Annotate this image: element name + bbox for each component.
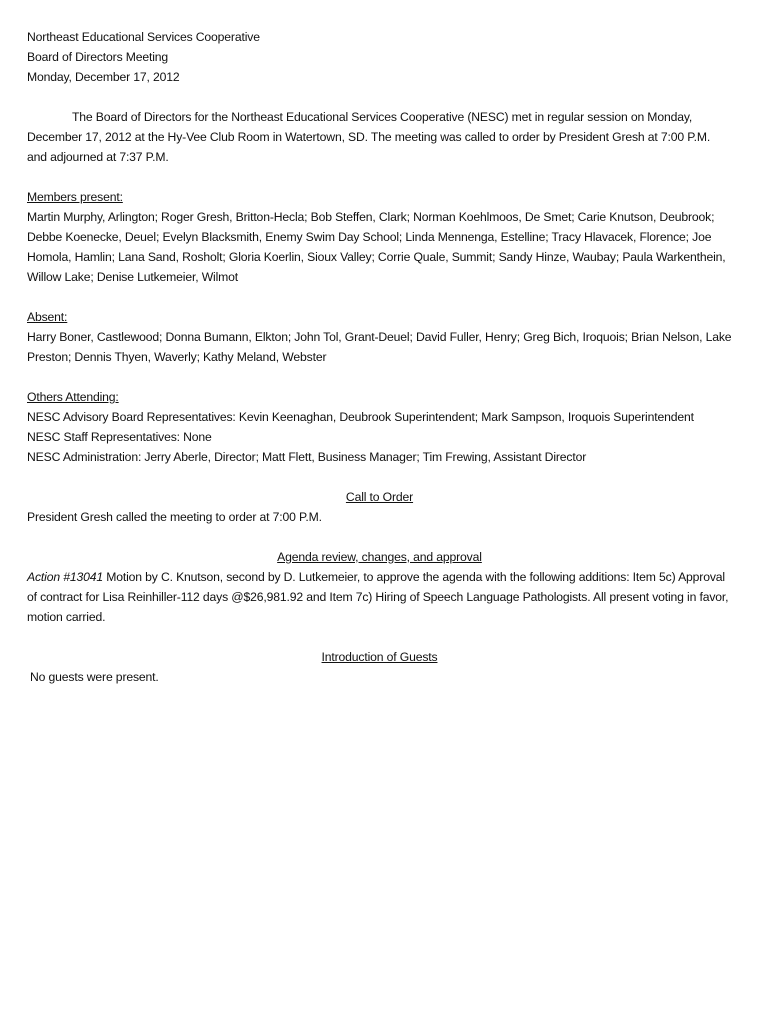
absent-heading: Absent: (27, 310, 68, 324)
action-number: Action #13041 (27, 570, 103, 584)
members-present-heading: Members present: (27, 190, 123, 204)
org-name: Northeast Educational Services Cooperative (27, 30, 260, 44)
advisory-representatives: NESC Advisory Board Representatives: Kevin Keenaghan, Deubrook Superintendent; Mark Sampson, Iroquois Superintendent (27, 410, 694, 424)
staff-representatives: NESC Staff Representatives: None (27, 430, 212, 444)
guests-heading: Introduction of Guests (321, 650, 438, 664)
absent-list: Harry Boner, Castlewood; Donna Bumann, Elkton; John Tol, Grant-Deuel; David Fuller, Henry; Greg Bich, Iroquois; Brian Nelson, Lake Preston; Dennis Thyen, Waverly; Kathy Meland, Webster (27, 330, 732, 364)
others-attending-heading: Others Attending: (27, 390, 119, 404)
intro-paragraph: The Board of Directors for the Northeast Educational Services Cooperative (NESC) met in regular session on Monday, December 17, 2012 at the Hy-Vee Club Room in Watertown, SD. The meeting was called to order by President Gresh at 7:00 P.M. and adjourned at 7:37 P.M. (27, 110, 711, 164)
meeting-date: Monday, December 17, 2012 (27, 70, 180, 84)
agenda-heading: Agenda review, changes, and approval (277, 550, 482, 564)
nesc-administration: NESC Administration: Jerry Aberle, Director; Matt Flett, Business Manager; Tim Frewing, Assistant Director (27, 450, 587, 464)
guests-text: No guests were present. (30, 670, 159, 684)
document-page (27, 27, 732, 687)
call-to-order-text: President Gresh called the meeting to order at 7:00 P.M. (27, 510, 322, 524)
agenda-motion-text: Motion by C. Knutson, second by D. Lutkemeier, to approve the agenda with the following additions: Item 5c) Approval of contract for Lisa Reinhiller-112 days @$26,981.92 and Item 7c) Hiring of Speech Language Pathologists. All present voting in favor, motion carried. (27, 570, 729, 624)
meeting-title: Board of Directors Meeting (27, 50, 169, 64)
members-present-list: Martin Murphy, Arlington; Roger Gresh, Britton-Hecla; Bob Steffen, Clark; Norman Koehlmoos, De Smet; Carie Knutson, Deubrook; Debbe Koenecke, Deuel; Evelyn Blacksmith, Enemy Swim Day School; Linda Mennenga, Estelline; Tracy Hlavacek, Florence; Joe Homola, Hamlin; Lana Sand, Rosholt; Gloria Koerlin, Sioux Valley; Corrie Quale, Summit; Sandy Hinze, Waubay; Paula Warkenthein, Willow Lake; Denise Lutkemeier, Wilmot (27, 210, 726, 284)
agenda-motion (27, 567, 732, 627)
call-to-order-heading: Call to Order (345, 490, 414, 504)
